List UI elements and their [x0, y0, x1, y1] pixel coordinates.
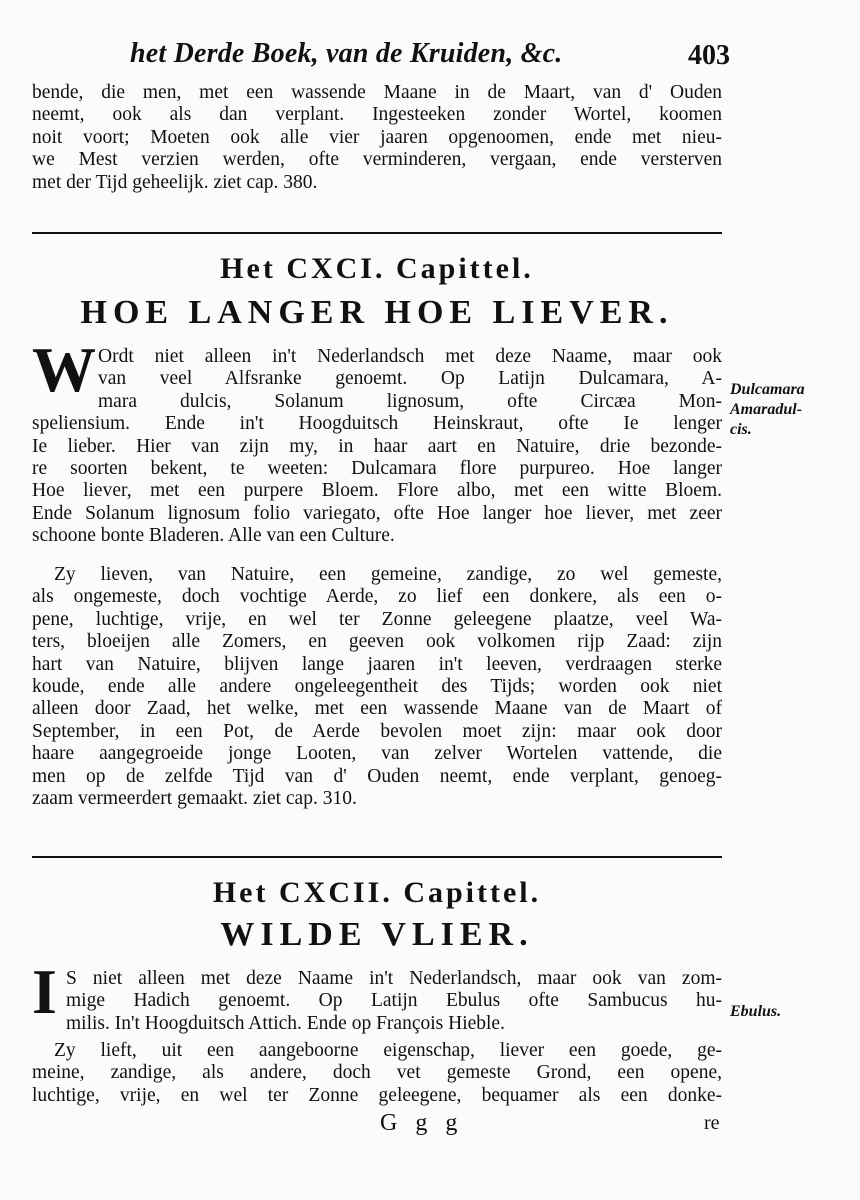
text-line: meine, zandige, als andere, doch vet gemeste Grond, een opene,	[32, 1062, 722, 1084]
text-line: re soorten bekent, te weeten: Dulcamara flore purpureo. Hoe langer	[32, 457, 722, 479]
text-line: met der Tijd geheelijk. ziet cap. 380.	[32, 171, 318, 193]
text-line: Zy lieven, van Natuire, een gemeine, zandige, zo wel gemeste,	[54, 564, 722, 585]
chapter-heading: Het CXCII. Capittel.	[212, 876, 542, 909]
top-paragraph	[32, 82, 722, 194]
margin-note-line: Amaradul-	[730, 401, 803, 418]
chapter-title: HOE LANGER HOE LIEVER.	[80, 294, 674, 331]
margin-note-dulcamara	[730, 380, 840, 440]
catchword: re	[704, 1112, 720, 1134]
chapter2-paragraph-1	[32, 968, 722, 1035]
text-line: bende, die men, met een wassende Maane in de Maart, van d' Ouden	[32, 82, 722, 103]
chapter-title: WILDE VLIER.	[220, 916, 534, 953]
text-line: we Mest verzien werden, ofte verminderen, vergaan, ende versterven	[32, 149, 722, 171]
chapter-heading: Het CXCI. Capittel.	[220, 252, 534, 285]
section-divider	[32, 856, 722, 858]
chapter1-paragraph-1	[32, 346, 722, 548]
text-line: zaam vermeerdert gemaakt. ziet cap. 310.	[32, 787, 357, 809]
text-line: alleen door Zaad, het welke, met een wassende Maane van de Maart of	[32, 698, 722, 720]
text-line: Ie lieber. Hier van zijn my, in haar aart en Natuire, drie bezonde-	[32, 435, 722, 457]
margin-note-line: cis.	[730, 421, 752, 438]
text-line: koude, ende alle andere ongeleegentheit des Tijds; worden ook niet	[32, 675, 722, 697]
text-line: als ongemeste, doch vochtige Aerde, zo lief een donkere, als een o-	[32, 586, 722, 608]
chapter1-paragraph-2	[32, 564, 722, 810]
text-line: S niet alleen met deze Naame in't Nederlandsch, maar ook van zom-	[66, 968, 722, 989]
text-line: haare aangegroeide jonge Looten, van zelver Wortelen vattende, die	[32, 743, 722, 765]
text-line: milis. In't Hoogduitsch Attich. Ende op François Hieble.	[66, 1012, 505, 1034]
page-number: 403	[688, 40, 730, 71]
drop-cap: W	[32, 334, 96, 405]
margin-note-line: Dulcamara	[730, 381, 805, 398]
chapter2-paragraph-2	[32, 1040, 722, 1107]
text-line: van veel Alfsranke genoemt. Op Latijn Dulcamara, A-	[98, 368, 722, 390]
text-line: noit voort; Moeten ook alle vier jaaren opgenoomen, ende met nieu-	[32, 126, 722, 148]
running-head	[130, 38, 730, 82]
margin-note-line: Ebulus.	[730, 1003, 782, 1020]
running-head-title: het Derde Boek, van de Kruiden, &c.	[130, 38, 563, 69]
text-line: Zy lieft, uit een aangeboorne eigenschap, liever een goede, ge-	[54, 1040, 722, 1061]
text-line: ters, bloeijen alle Zomers, en geeven ook volkomen rijp Zaad: zijn	[32, 631, 722, 653]
text-line: schoone bonte Bladeren. Alle van een Culture.	[32, 525, 395, 547]
text-line: luchtige, vrije, en wel ter Zonne geleegene, bequamer als een donke-	[32, 1084, 722, 1106]
signature-mark: G g g	[380, 1110, 464, 1136]
text-line: Ordt niet alleen in't Nederlandsch met deze Naame, maar ook	[98, 346, 722, 367]
text-line: mara dulcis, Solanum lignosum, ofte Circæa Mon-	[98, 390, 722, 412]
text-line: hart van Natuire, blijven lange jaaren in't leeven, verdraagen sterke	[32, 653, 722, 675]
text-line: pene, luchtige, vrije, en wel ter Zonne geleegene plaatze, veel Wa-	[32, 608, 722, 630]
section-divider	[32, 232, 722, 234]
margin-note-ebulus	[730, 1002, 840, 1022]
text-line: Hoe liever, met een purpere Bloem. Flore albo, met een witte Bloem.	[32, 480, 722, 502]
text-line: mige Hadich genoemt. Op Latijn Ebulus ofte Sambucus hu-	[66, 990, 722, 1012]
drop-cap: I	[32, 956, 57, 1027]
text-line: speliensium. Ende in't Hoogduitsch Heinskraut, ofte Ie lenger	[32, 413, 722, 435]
text-line: Ende Solanum lignosum folio variegato, ofte Hoe langer hoe liever, met zeer	[32, 502, 722, 524]
text-line: men op de zelfde Tijd van d' Ouden neemt, ende verplant, genoeg-	[32, 765, 722, 787]
text-line: September, in een Pot, de Aerde bevolen moet zijn: maar ook door	[32, 720, 722, 742]
text-line: neemt, ook als dan verplant. Ingesteeken zonder Wortel, koomen	[32, 104, 722, 126]
